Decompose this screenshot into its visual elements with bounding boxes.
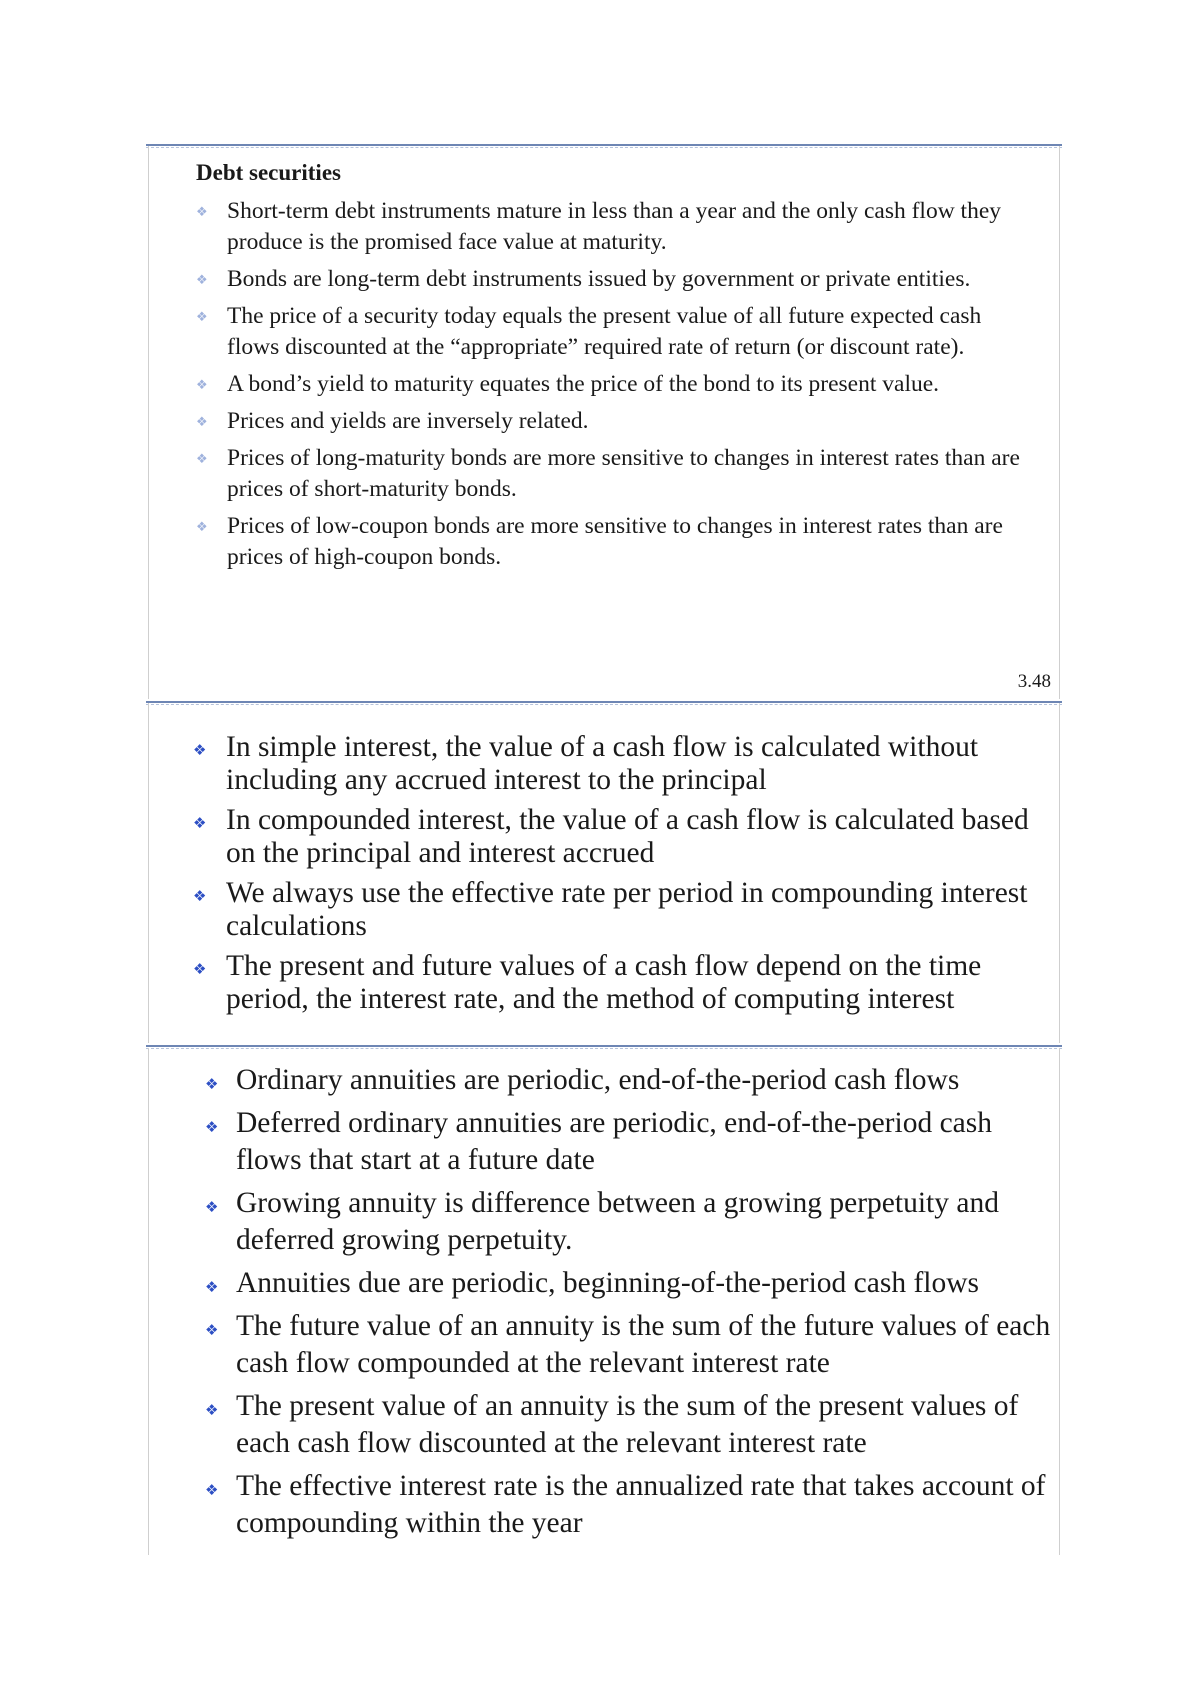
diamond-bullet-icon: ❖ xyxy=(193,741,207,759)
debt-securities-list xyxy=(196,196,1026,579)
list-item: ❖ The future value of an annuity is the sum of the future values of each cash flow compounded at the relevant interest rate xyxy=(205,1310,1051,1379)
list-item: ❖ A bond’s yield to maturity equates the price of the bond to its present value. xyxy=(196,369,1026,400)
diamond-bullet-icon: ❖ xyxy=(196,452,208,467)
diamond-bullet-icon: ❖ xyxy=(196,415,208,430)
list-item: ❖ Ordinary annuities are periodic, end-of-the-period cash flows xyxy=(205,1062,1055,1099)
diamond-bullet-icon: ❖ xyxy=(205,1278,219,1296)
list-item: ❖ The present value of an annuity is the sum of the present values of each cash flow discounted at the relevant interest rate xyxy=(205,1390,1019,1459)
diamond-bullet-icon: ❖ xyxy=(205,1118,219,1136)
interest-summary-list xyxy=(193,731,1053,1023)
list-item: ❖ Annuities due are periodic, beginning-of-the-period cash flows xyxy=(205,1265,1055,1302)
list-item: ❖ Prices of low-coupon bonds are more sensitive to changes in interest rates than are prices of high-coupon bonds. xyxy=(196,513,1003,570)
list-item: ❖ Bonds are long-term debt instruments issued by government or private entities. xyxy=(196,264,1026,295)
list-item: ❖ The present and future values of a cash flow depend on the time period, the interest rate, and the method of computing interest xyxy=(193,950,982,1015)
slide-number: 3.48 xyxy=(1017,671,1051,692)
diamond-bullet-icon: ❖ xyxy=(205,1481,219,1499)
list-item: ❖ The effective interest rate is the annualized rate that takes account of compounding within the year xyxy=(205,1470,1046,1539)
diamond-bullet-icon: ❖ xyxy=(196,310,208,325)
diamond-bullet-icon: ❖ xyxy=(193,814,207,832)
list-item: ❖ Growing annuity is difference between a growing perpetuity and deferred growing perpetuity. xyxy=(205,1187,999,1256)
divider-rule-2 xyxy=(146,1045,1062,1047)
interest-summary-slide xyxy=(148,703,1060,1043)
diamond-bullet-icon: ❖ xyxy=(193,887,207,905)
list-item: ❖ We always use the effective rate per period in compounding interest calculations xyxy=(193,877,1028,942)
diamond-bullet-icon: ❖ xyxy=(205,1198,219,1216)
diamond-bullet-icon: ❖ xyxy=(196,273,208,288)
debt-securities-slide xyxy=(148,146,1060,699)
list-item: ❖ Prices and yields are inversely related. xyxy=(196,406,1026,437)
annuities-summary-list xyxy=(205,1062,1055,1548)
diamond-bullet-icon: ❖ xyxy=(205,1075,219,1093)
slide-heading: Debt securities xyxy=(196,160,341,185)
list-item: ❖ In simple interest, the value of a cash flow is calculated without including any accrued interest to the principal xyxy=(193,731,979,796)
list-item: ❖ The price of a security today equals the present value of all future expected cash flows discounted at the “appropriate” required rate of return (or discount rate). xyxy=(196,303,982,360)
annuities-summary-slide xyxy=(148,1048,1060,1555)
diamond-bullet-icon: ❖ xyxy=(196,205,208,220)
diamond-bullet-icon: ❖ xyxy=(193,960,207,978)
list-item: ❖ Deferred ordinary annuities are periodic, end-of-the-period cash flows that start at a future date xyxy=(205,1107,992,1176)
diamond-bullet-icon: ❖ xyxy=(196,520,208,535)
diamond-bullet-icon: ❖ xyxy=(196,378,208,393)
diamond-bullet-icon: ❖ xyxy=(205,1401,219,1419)
list-item: ❖ In compounded interest, the value of a cash flow is calculated based on the principal and interest accrued xyxy=(193,804,1029,869)
diamond-bullet-icon: ❖ xyxy=(205,1321,219,1339)
list-item: ❖ Short-term debt instruments mature in less than a year and the only cash flow they produce is the promised face value at maturity. xyxy=(196,198,1001,255)
list-item: ❖ Prices of long-maturity bonds are more sensitive to changes in interest rates than are prices of short-maturity bonds. xyxy=(196,445,1020,502)
